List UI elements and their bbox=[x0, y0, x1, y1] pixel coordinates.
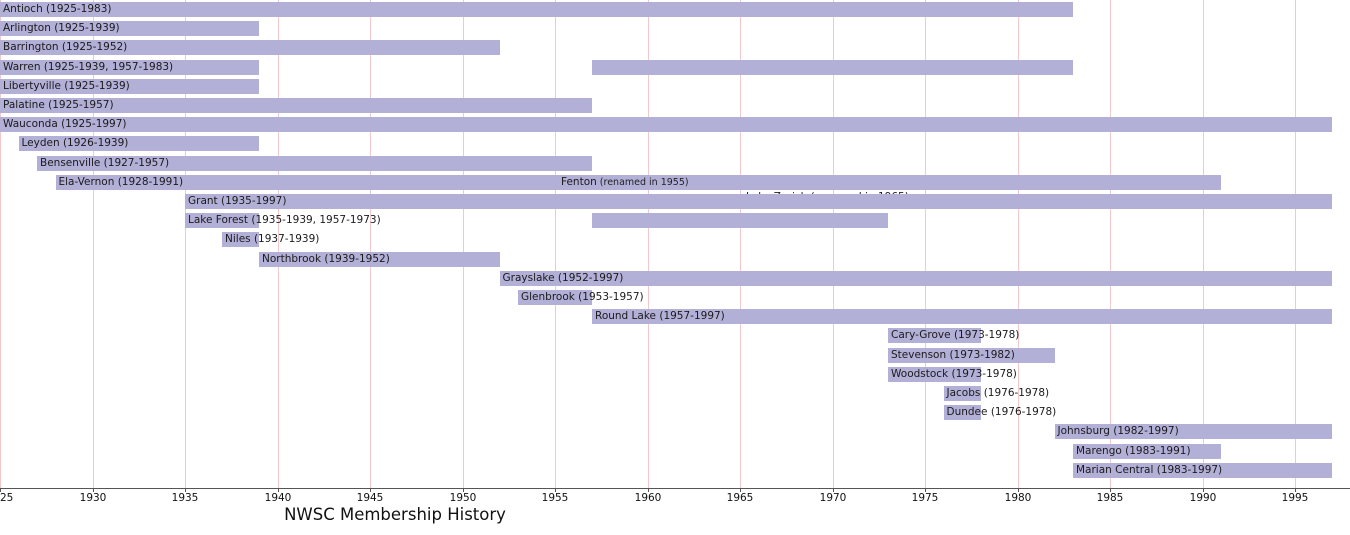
bar-label: Grant (1935-1997) bbox=[188, 195, 287, 207]
bar-row bbox=[0, 365, 1350, 384]
bar-label: Warren (1925-1939, 1957-1983) bbox=[3, 60, 174, 73]
bar-row bbox=[0, 403, 1350, 422]
bar-label: Round Lake (1957-1997) bbox=[595, 310, 725, 323]
bar-label: Marengo (1983-1991) bbox=[1076, 444, 1191, 457]
bar-label: Grayslake (1952-1997) bbox=[502, 271, 624, 284]
bar-label: Lake Forest (1935-1939, 1957-1973) bbox=[188, 214, 381, 227]
axis-tick-label: 1965 bbox=[726, 492, 754, 504]
axis-tick-label: 1945 bbox=[356, 492, 384, 504]
bar-row bbox=[0, 384, 1350, 403]
axis-tick-label: 1985 bbox=[1096, 492, 1124, 504]
bar-row bbox=[0, 288, 1350, 307]
axis-tick-label: 1950 bbox=[449, 492, 477, 504]
axis-tick-label: 1935 bbox=[171, 492, 199, 504]
bar-row bbox=[0, 173, 1350, 192]
bar-row bbox=[0, 326, 1350, 345]
bar-label: Arlington (1925-1939) bbox=[3, 22, 120, 35]
bar-label: Woodstock (1973-1978) bbox=[891, 367, 1017, 380]
bar-row bbox=[0, 250, 1350, 269]
axis-tick-label: 1970 bbox=[819, 492, 847, 504]
axis-tick-label: 1995 bbox=[1281, 492, 1309, 504]
bar-label: Leyden (1926-1939) bbox=[21, 137, 129, 150]
bar-label: Stevenson (1973-1982) bbox=[891, 348, 1015, 361]
axis-tick-label: 1980 bbox=[1004, 492, 1032, 504]
bar-row bbox=[0, 422, 1350, 441]
axis-tick-label: 1990 bbox=[1189, 492, 1217, 504]
axis-tick-label: 1975 bbox=[911, 492, 939, 504]
axis-tick-label: 1960 bbox=[634, 492, 662, 504]
axis-tick-label: 25 bbox=[0, 492, 14, 504]
axis-line bbox=[0, 488, 1350, 489]
bar-row bbox=[0, 134, 1350, 153]
bar-label: Jacobs (1976-1978) bbox=[946, 387, 1050, 399]
bar-row bbox=[0, 346, 1350, 365]
bar-label: Niles (1937-1939) bbox=[225, 233, 320, 246]
bar-row bbox=[0, 58, 1350, 77]
bar-label: Bensenville (1927-1957) bbox=[40, 156, 170, 169]
bar-label: Palatine (1925-1957) bbox=[3, 99, 114, 111]
bar-label: Antioch (1925-1983) bbox=[3, 3, 112, 15]
axis-tick-label: 1940 bbox=[264, 492, 292, 504]
bar-row bbox=[0, 192, 1350, 211]
bar-row bbox=[0, 0, 1350, 19]
bar-label: Barrington (1925-1952) bbox=[3, 41, 128, 54]
timeline-bar[interactable] bbox=[500, 271, 1333, 286]
timeline-bar[interactable] bbox=[0, 117, 1332, 132]
timeline-bar[interactable] bbox=[0, 2, 1073, 17]
timeline-bar[interactable] bbox=[592, 213, 888, 228]
bar-row bbox=[0, 115, 1350, 134]
chart-title: NWSC Membership History bbox=[284, 505, 506, 524]
bar-row bbox=[0, 19, 1350, 38]
bar-label: Wauconda (1925-1997) bbox=[3, 118, 127, 131]
bar-row bbox=[0, 77, 1350, 96]
bar-row bbox=[0, 307, 1350, 326]
bar-row bbox=[0, 96, 1350, 115]
timeline-bar[interactable] bbox=[592, 60, 1073, 75]
axis-tick-label: 1930 bbox=[79, 492, 107, 504]
annotation-fenton: Fenton (renamed in 1955) bbox=[561, 175, 689, 188]
bar-label: Johnsburg (1982-1997) bbox=[1057, 425, 1179, 438]
bar-row bbox=[0, 211, 1350, 230]
bar-row bbox=[0, 269, 1350, 288]
bar-label: Dundee (1976-1978) bbox=[946, 406, 1057, 419]
bar-row bbox=[0, 461, 1350, 480]
bar-label: Cary-Grove (1973-1978) bbox=[891, 329, 1020, 342]
bar-label: Northbrook (1939-1952) bbox=[262, 252, 390, 265]
bar-label: Ela-Vernon (1928-1991) bbox=[58, 175, 184, 188]
bar-label: Marian Central (1983-1997) bbox=[1076, 463, 1223, 476]
bar-row bbox=[0, 442, 1350, 461]
bar-row bbox=[0, 38, 1350, 57]
axis-tick-label: 1955 bbox=[541, 492, 569, 504]
bar-row bbox=[0, 230, 1350, 249]
bar-label: Glenbrook (1953-1957) bbox=[521, 291, 644, 303]
bar-row bbox=[0, 154, 1350, 173]
bar-label: Libertyville (1925-1939) bbox=[3, 79, 130, 92]
timeline-bar[interactable] bbox=[185, 194, 1332, 209]
